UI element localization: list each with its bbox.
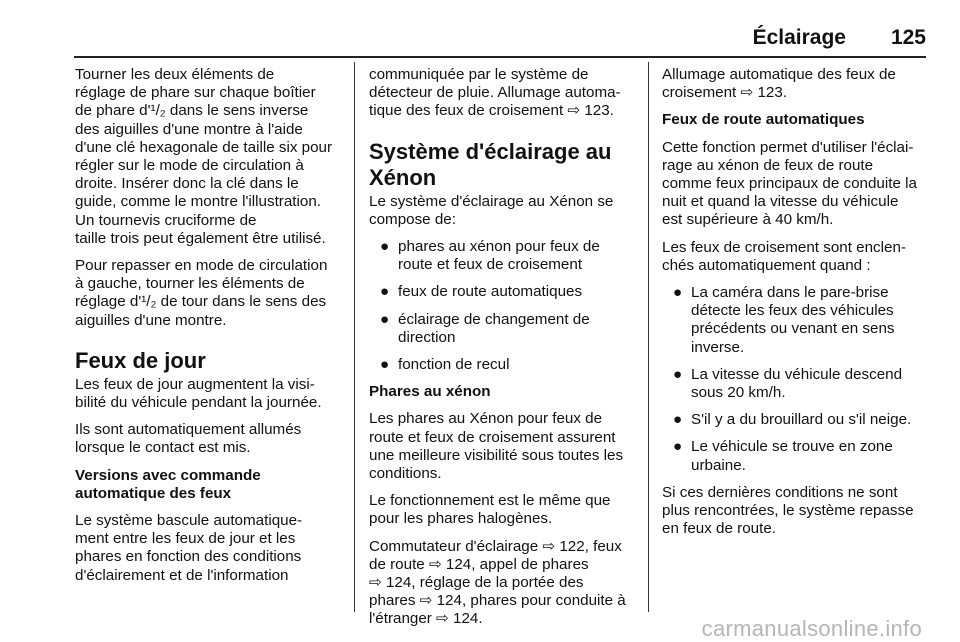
paragraph-xenon-visibility — [369, 410, 637, 483]
paragraph-left-traffic — [75, 257, 343, 330]
text-line: Les feux de croisement sont enclen- — [662, 238, 906, 256]
text-line: lorsque le contact est mis. — [75, 439, 251, 457]
text-line: réglage d'¹/₂ de tour dans le sens des — [75, 293, 327, 311]
text-line: conditions. — [369, 465, 442, 483]
list-item-text: route et feux de croisement — [398, 256, 583, 274]
paragraph-daytime-lights — [75, 376, 343, 412]
text-line: Si ces dernières conditions ne sont — [662, 483, 898, 501]
heading-feux-de-jour: Feux de jour — [75, 347, 206, 373]
page-number: 125 — [890, 26, 926, 49]
watermark: carmanualsonline.info — [701, 616, 922, 641]
text-line: plus rencontrées, le système repasse — [662, 502, 914, 520]
text-line: Système d'éclairage au — [369, 138, 612, 164]
text-line: communiquée par le système de — [369, 66, 589, 83]
list-item-text: détecte les feux des véhicules — [691, 302, 894, 320]
subheading-versions-auto — [75, 467, 343, 503]
text-line: de route ⇨ 124, appel de phares — [369, 555, 589, 573]
paragraph-xenon-intro — [369, 193, 637, 229]
text-line: croisement ⇨ 123. — [662, 84, 788, 102]
text-line: Tourner les deux éléments de — [75, 66, 275, 83]
column-1 — [75, 66, 343, 594]
text-line: route et feux de croisement assurent — [369, 428, 616, 446]
bullet-icon: ● — [380, 283, 390, 301]
list-item-text: La caméra dans le pare-brise — [691, 284, 889, 302]
list-item — [369, 283, 637, 301]
page-header — [74, 22, 926, 56]
text-line: Le système d'éclairage au Xénon se — [369, 192, 614, 210]
list-item — [369, 356, 637, 374]
text-line: Cette fonction permet d'utiliser l'éclai- — [662, 138, 914, 156]
text-line: Commutateur d'éclairage ⇨ 122, feux — [369, 537, 622, 555]
text-line: Ils sont automatiquement allumés — [75, 421, 302, 439]
list-item-text: direction — [398, 328, 456, 346]
text-line: rage au xénon de feux de route — [662, 156, 874, 174]
list-item-text: précédents ou venant en sens — [691, 320, 895, 338]
column-divider-1 — [354, 62, 355, 612]
subheading-phares-xenon: Phares au xénon — [369, 383, 491, 401]
header-divider — [74, 56, 926, 58]
text-line: en feux de route. — [662, 520, 776, 538]
paragraph-xenon-operation — [369, 492, 637, 528]
text-line: de phare d'¹/₂ dans le sens inverse — [75, 102, 309, 120]
text-line: Le fonctionnement est le même que — [369, 492, 611, 510]
text-line: compose de: — [369, 210, 456, 228]
list-item-text: feux de route automatiques — [398, 283, 583, 301]
heading-xenon-system — [369, 139, 637, 191]
text-line: chés automatiquement quand : — [662, 256, 871, 274]
text-line: Le système bascule automatique- — [75, 512, 303, 530]
bullet-icon: ● — [380, 356, 390, 374]
text-line: aiguilles d'une montre. — [75, 311, 227, 329]
list-item-text: phares au xénon pour feux de — [398, 238, 600, 256]
text-line: réglage de phare sur chaque boîtier — [75, 84, 316, 102]
text-line: pour les phares halogènes. — [369, 510, 553, 528]
text-line: à gauche, tourner les éléments de — [75, 275, 305, 293]
text-line: Allumage automatique des feux de — [662, 66, 896, 83]
text-line: Versions avec commande — [75, 466, 261, 484]
list-item-text: fonction de recul — [398, 356, 510, 374]
bullet-icon: ● — [380, 310, 390, 328]
list-item — [369, 238, 637, 274]
list-item-text: éclairage de changement de — [398, 310, 590, 328]
text-line: tique des feux de croisement ⇨ 123. — [369, 102, 614, 120]
list-xenon-components — [369, 238, 637, 374]
list-item-text: sous 20 km/h. — [691, 384, 786, 402]
text-line: détecteur de pluie. Allumage automa- — [369, 84, 621, 102]
bullet-icon: ● — [673, 284, 683, 302]
text-line: régler sur le mode de circulation à — [75, 157, 304, 175]
paragraph-rain-sensor — [369, 66, 637, 121]
paragraph-auto-low-beam — [662, 66, 930, 102]
text-line: bilité du véhicule pendant la journée. — [75, 394, 322, 412]
paragraph-auto-on — [75, 421, 343, 457]
paragraph-low-beam-conditions — [662, 239, 930, 275]
chapter-title: Éclairage — [752, 26, 846, 49]
page-footer — [0, 610, 960, 642]
list-item — [662, 366, 930, 402]
subheading-auto-high-beam: Feux de route automatiques — [662, 111, 865, 129]
text-line: comme feux principaux de conduite la — [662, 175, 917, 193]
paragraph-auto-switch — [75, 512, 343, 585]
list-item-text: Le véhicule se trouve en zone — [691, 438, 893, 456]
text-line: d'une clé hexagonale de taille six pour — [75, 138, 333, 156]
text-line: l'étranger ⇨ 124. — [369, 610, 483, 628]
list-low-beam-conditions — [662, 284, 930, 475]
text-line: est supérieure à 40 km/h. — [662, 211, 834, 229]
list-item — [369, 311, 637, 347]
text-line: Pour repasser en mode de circulation — [75, 257, 328, 275]
paragraph-return-high-beam — [662, 484, 930, 539]
paragraph-high-beam-function — [662, 139, 930, 230]
column-3 — [662, 66, 930, 547]
text-line: une meilleure visibilité sous toutes les — [369, 446, 624, 464]
bullet-icon: ● — [380, 238, 390, 256]
text-line: d'éclairement et de l'information — [75, 566, 289, 584]
text-line: Xénon — [369, 164, 437, 190]
text-line: nuit et quand la vitesse du véhicule — [662, 193, 899, 211]
column-divider-2 — [648, 62, 649, 612]
text-line: phares ⇨ 124, phares pour conduite à — [369, 592, 626, 610]
bullet-icon: ● — [673, 438, 683, 456]
list-item — [662, 438, 930, 474]
text-line: phares en fonction des conditions — [75, 548, 302, 566]
text-line: ⇨ 124, réglage de la portée des — [369, 574, 584, 592]
text-line: taille trois peut également être utilisé. — [75, 229, 326, 247]
bullet-icon: ● — [673, 411, 683, 429]
list-item — [662, 284, 930, 357]
list-item-text: La vitesse du véhicule descend — [691, 365, 903, 383]
text-line: Un tournevis cruciforme de — [75, 211, 257, 229]
text-line: automatique des feux — [75, 484, 232, 502]
column-2 — [369, 66, 637, 638]
text-line: guide, comme le montre l'illustration. — [75, 193, 322, 211]
list-item-text: S'il y a du brouillard ou s'il neige. — [691, 411, 912, 429]
text-line: droite. Insérer donc la clé dans le — [75, 175, 299, 193]
list-item-text: inverse. — [691, 338, 745, 356]
paragraph-headlamp-adjust — [75, 66, 343, 248]
text-line: Les phares au Xénon pour feux de — [369, 410, 603, 428]
text-line: ment entre les feux de jour et les — [75, 530, 296, 548]
text-line: des aiguilles d'une montre à l'aide — [75, 120, 303, 138]
bullet-icon: ● — [673, 365, 683, 383]
text-line: Les feux de jour augmentent la visi- — [75, 375, 315, 393]
list-item-text: urbaine. — [691, 456, 746, 474]
list-item — [662, 411, 930, 429]
